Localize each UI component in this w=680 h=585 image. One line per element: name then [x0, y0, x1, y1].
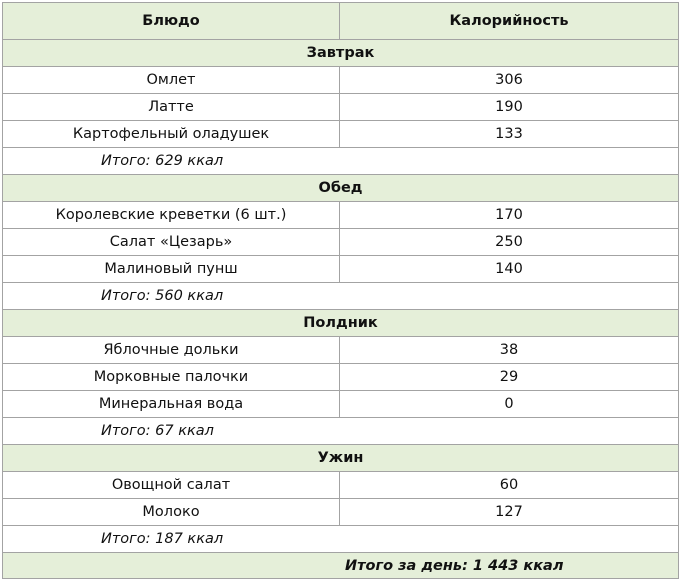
meal-subtotal: Итого: 560 ккал [3, 283, 679, 310]
meal-name: Обед [3, 175, 679, 202]
calories-cell: 0 [340, 391, 679, 418]
meal-subtotal: Итого: 67 ккал [3, 418, 679, 445]
calories-cell: 133 [340, 121, 679, 148]
table-row [3, 121, 679, 148]
table-row [3, 202, 679, 229]
calories-cell: 29 [340, 364, 679, 391]
dish-cell: Латте [3, 94, 340, 121]
dish-cell: Королевские креветки (6 шт.) [3, 202, 340, 229]
meal-subtotal-row [3, 283, 679, 310]
table-row [3, 67, 679, 94]
dish-cell: Малиновый пунш [3, 256, 340, 283]
dish-cell: Морковные палочки [3, 364, 340, 391]
calories-cell: 60 [340, 472, 679, 499]
dish-cell: Яблочные дольки [3, 337, 340, 364]
dish-cell: Молоко [3, 499, 340, 526]
table-row [3, 229, 679, 256]
table-header-row [3, 3, 679, 40]
calorie-table [2, 2, 679, 579]
table-row [3, 256, 679, 283]
meal-name: Ужин [3, 445, 679, 472]
dish-cell: Салат «Цезарь» [3, 229, 340, 256]
daily-total-row [3, 553, 679, 579]
table-row [3, 337, 679, 364]
meal-section-header [3, 175, 679, 202]
column-header-dish: Блюдо [3, 3, 340, 40]
daily-total: Итого за день: 1 443 ккал [3, 553, 679, 579]
dish-cell: Овощной салат [3, 472, 340, 499]
meal-section-header [3, 310, 679, 337]
meal-subtotal: Итого: 629 ккал [3, 148, 679, 175]
table-row [3, 499, 679, 526]
calories-cell: 127 [340, 499, 679, 526]
dish-cell: Омлет [3, 67, 340, 94]
meal-subtotal-row [3, 148, 679, 175]
meal-subtotal-row [3, 418, 679, 445]
meal-name: Полдник [3, 310, 679, 337]
calories-cell: 250 [340, 229, 679, 256]
calories-cell: 170 [340, 202, 679, 229]
table-row [3, 94, 679, 121]
table-row [3, 364, 679, 391]
column-header-calories: Калорийность [340, 3, 679, 40]
dish-cell: Минеральная вода [3, 391, 340, 418]
meal-section-header [3, 40, 679, 67]
calories-cell: 306 [340, 67, 679, 94]
meal-section-header [3, 445, 679, 472]
meal-subtotal-row [3, 526, 679, 553]
meal-subtotal: Итого: 187 ккал [3, 526, 679, 553]
calories-cell: 38 [340, 337, 679, 364]
table-row [3, 391, 679, 418]
calories-cell: 140 [340, 256, 679, 283]
dish-cell: Картофельный оладушек [3, 121, 340, 148]
meal-name: Завтрак [3, 40, 679, 67]
table-row [3, 472, 679, 499]
calories-cell: 190 [340, 94, 679, 121]
